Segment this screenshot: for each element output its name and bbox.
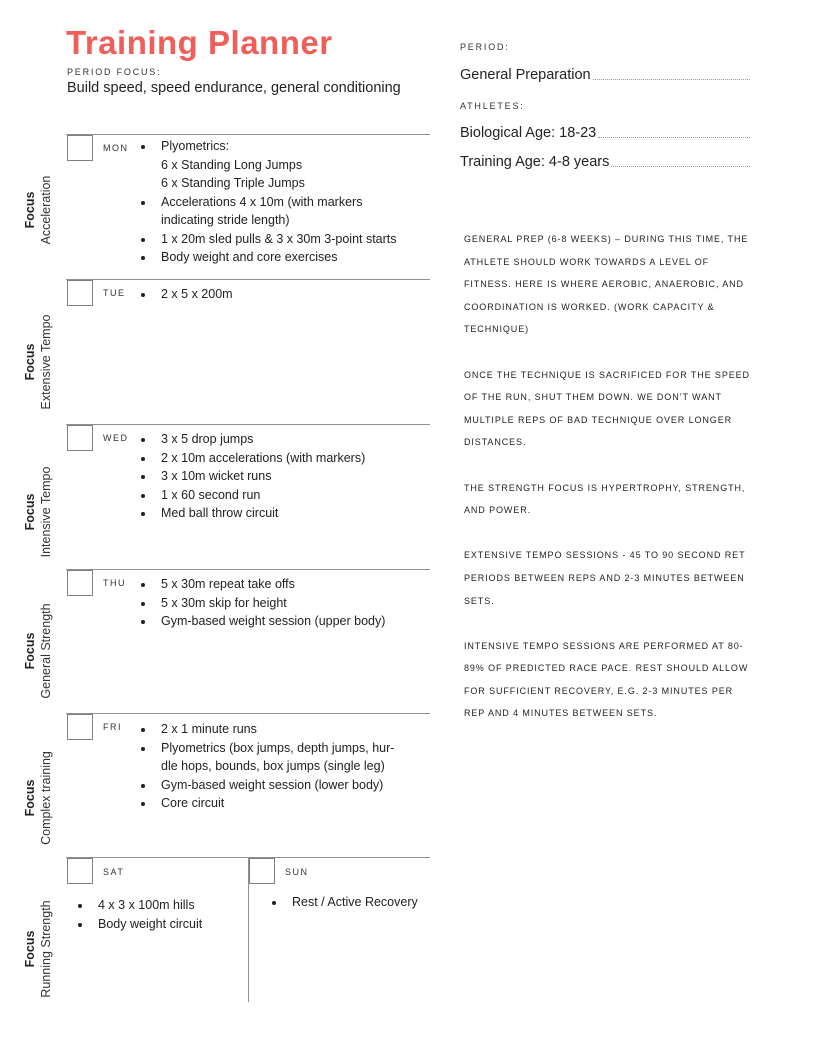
focus-heading: Focus: [23, 930, 37, 968]
list-item: • Med ball throw circuit: [155, 504, 445, 523]
note-paragraph: INTENSIVE TEMPO SESSIONS ARE PERFORMED AT 80-89% OF PREDICTED RACE PACE. REST SHOULD ALLOW FOR SUFFICIENT RECOVERY, E.G. 2-3 MINUTES PER REP AND 4 MINUTES BETWEEN SETS.: [464, 640, 749, 719]
list-item: • Rest / Active Recovery: [286, 893, 446, 912]
day-focus-thu: [18, 571, 58, 731]
period-dotted-line: [593, 79, 750, 80]
biological-age-dotted-line: [598, 137, 750, 138]
page-title: Training Planner: [66, 24, 333, 61]
day-label-tue: TUE: [103, 288, 126, 298]
biological-age-field: [460, 121, 750, 141]
list-item: • Body weight and core exercises: [155, 248, 445, 267]
list-item: • 2 x 1 minute runs: [155, 720, 445, 739]
training-age-field: [460, 150, 750, 170]
list-item: • Gym-based weight session (lower body): [155, 776, 445, 795]
training-age-value: Training Age: 4-8 years: [460, 154, 610, 170]
list-item: • Accelerations 4 x 10m (with markers indicating stride length): [155, 193, 445, 230]
period-value: General Preparation: [460, 67, 591, 83]
athletes-label: ATHLETES:: [460, 101, 525, 111]
notes-column: [464, 228, 750, 748]
day-items-wed: [137, 430, 445, 523]
focus-heading: Focus: [23, 343, 37, 381]
day-label-fri: FRI: [103, 722, 122, 732]
list-item: • 2 x 10m accelerations (with markers): [155, 449, 445, 468]
day-checkbox-wed[interactable]: [67, 425, 93, 451]
list-item: • Gym-based weight session (upper body): [155, 612, 445, 631]
day-label-thu: THU: [103, 578, 126, 588]
day-items-fri: [137, 720, 445, 813]
day-label-mon: MON: [103, 143, 129, 153]
day-separator: [66, 713, 430, 714]
day-focus-mon: [18, 130, 58, 290]
focus-value: Complex training: [39, 751, 53, 845]
note-paragraph: ONCE THE TECHNIQUE IS SACRIFICED FOR THE SPEED OF THE RUN, SHUT THEM DOWN. WE DON’T WANT MULTIPLE REPS OF BAD TECHNIQUE OVER LONGER DISTANCES.: [464, 369, 750, 448]
list-item: • 3 x 10m wicket runs: [155, 467, 445, 486]
day-items-thu: [137, 575, 445, 631]
biological-age-value: Biological Age: 18-23: [460, 125, 597, 141]
list-item: • 1 x 60 second run: [155, 486, 445, 505]
day-separator: [66, 424, 430, 425]
list-item: • 3 x 5 drop jumps: [155, 430, 445, 449]
list-item: • Plyometrics: 6 x Standing Long Jumps 6 x Standing Triple Jumps: [155, 137, 445, 193]
focus-heading: Focus: [23, 779, 37, 817]
period-field: [460, 63, 750, 83]
day-checkbox-tue[interactable]: [67, 280, 93, 306]
note-paragraph: EXTENSIVE TEMPO SESSIONS - 45 TO 90 SECOND RET PERIODS BETWEEN REPS AND 2-3 MINUTES BETWEEN SETS.: [464, 550, 746, 606]
list-item: • 1 x 20m sled pulls & 3 x 30m 3-point starts: [155, 230, 445, 249]
focus-value: Extensive Tempo: [39, 314, 53, 410]
day-items-sun: [268, 893, 446, 912]
day-focus-sat: [18, 869, 58, 1029]
list-item: • Plyometrics (box jumps, depth jumps, hur- dle hops, bounds, box jumps (single leg): [155, 739, 445, 776]
day-focus-tue: [18, 282, 58, 442]
focus-heading: Focus: [23, 632, 37, 670]
list-item: • 5 x 30m repeat take offs: [155, 575, 445, 594]
day-separator: [66, 279, 430, 280]
day-separator: [66, 569, 430, 570]
focus-heading: Focus: [23, 493, 37, 531]
list-item: • 2 x 5 x 200m: [155, 285, 445, 304]
day-checkbox-thu[interactable]: [67, 570, 93, 596]
training-age-dotted-line: [611, 166, 750, 167]
focus-value: General Strength: [39, 603, 53, 699]
day-checkbox-sat[interactable]: [67, 858, 93, 884]
day-checkbox-sun[interactable]: [249, 858, 275, 884]
focus-value: Running Strength: [39, 900, 53, 998]
list-item: • Body weight circuit: [92, 915, 262, 934]
day-checkbox-fri[interactable]: [67, 714, 93, 740]
day-separator: [66, 134, 430, 135]
focus-value: Acceleration: [39, 175, 53, 245]
day-label-wed: WED: [103, 433, 129, 443]
day-checkbox-mon[interactable]: [67, 135, 93, 161]
day-focus-wed: [18, 432, 58, 592]
day-items-sat: [74, 896, 262, 933]
period-focus-label: PERIOD FOCUS:: [67, 67, 162, 77]
note-paragraph: GENERAL PREP (6-8 WEEKS) – DURING THIS TIME, THE ATHLETE SHOULD WORK TOWARDS A LEVEL OF FITNESS. HERE IS WHERE AEROBIC, ANAEROBIC, AND COORDINATION IS WORKED. (WORK CAPACITY & TECHNIQUE): [464, 234, 749, 335]
list-item: • 4 x 3 x 100m hills: [92, 896, 262, 915]
period-label: PERIOD:: [460, 42, 510, 52]
focus-value: Intensive Tempo: [39, 466, 53, 558]
focus-heading: Focus: [23, 191, 37, 229]
note-paragraph: THE STRENGTH FOCUS IS HYPERTROPHY, STRENGTH, AND POWER.: [464, 482, 746, 516]
day-items-tue: [137, 285, 445, 304]
list-item: • 5 x 30m skip for height: [155, 594, 445, 613]
day-items-mon: [137, 137, 445, 267]
day-label-sat: SAT: [103, 867, 125, 877]
day-label-sun: SUN: [285, 867, 309, 877]
period-focus-value: Build speed, speed endurance, general conditioning: [67, 80, 401, 96]
list-item: • Core circuit: [155, 794, 445, 813]
day-focus-fri: [18, 718, 58, 878]
